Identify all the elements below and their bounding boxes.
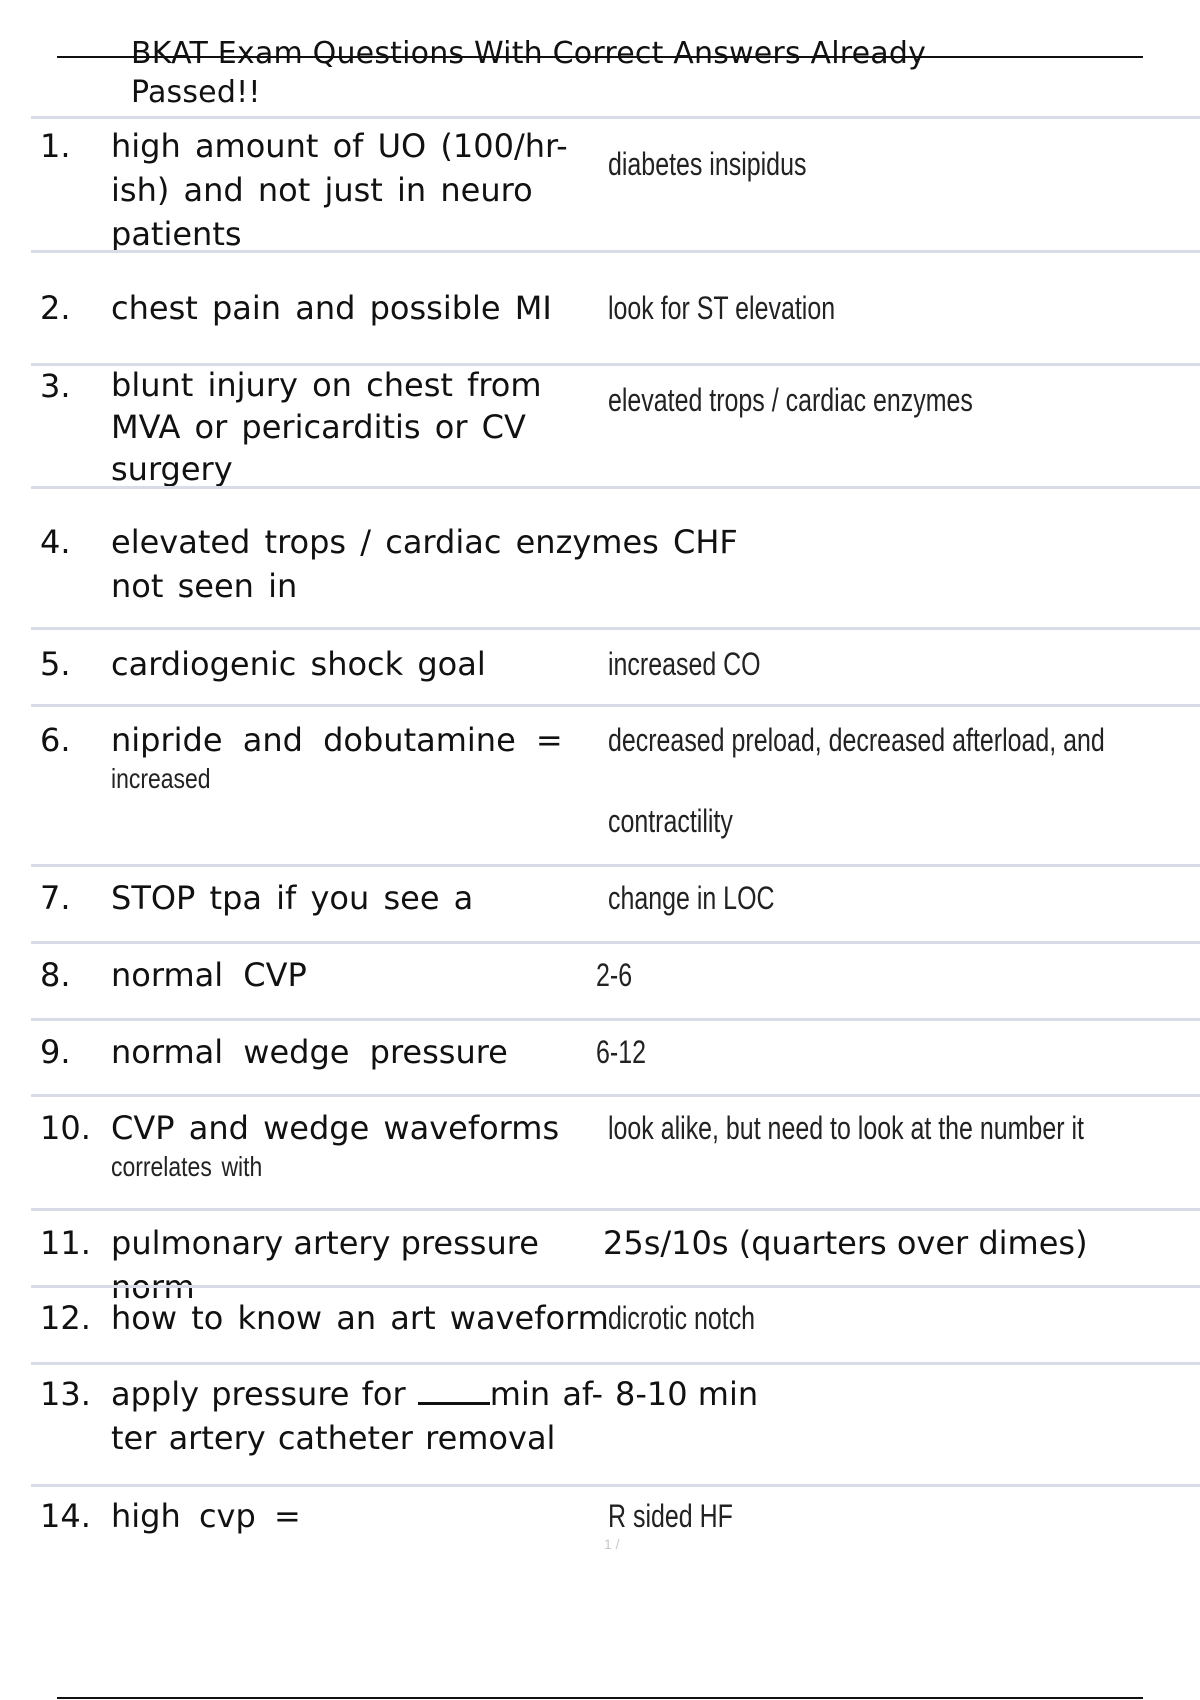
answer-text: CHF xyxy=(673,523,738,561)
question-text: high amount of UO (100/hr-ish) and not just in neuro patients xyxy=(111,127,568,253)
item-number: 14. xyxy=(40,1497,91,1535)
question-text: cardiogenic shock goal xyxy=(111,645,486,683)
row-separator xyxy=(31,704,1200,707)
item-number: 6. xyxy=(40,721,71,759)
item-number: 4. xyxy=(40,523,71,561)
item-number: 1. xyxy=(40,127,71,165)
answer-text: 2-6 xyxy=(596,957,633,993)
answer-text: 25s/10s (quarters over dimes) xyxy=(603,1224,1088,1262)
row-separator xyxy=(31,1018,1200,1021)
item-number: 10. xyxy=(40,1109,91,1147)
question-text: high cvp = xyxy=(111,1497,301,1535)
answer-text: increased CO xyxy=(608,646,761,682)
answer-text: R sided HF xyxy=(608,1498,733,1534)
question-line: nipride and dobutamine = xyxy=(111,721,563,759)
item-number: 9. xyxy=(40,1033,71,1071)
row-separator xyxy=(31,941,1200,944)
question-text xyxy=(111,718,591,796)
question-line: CVP and wedge waveforms xyxy=(111,1109,560,1147)
question-line xyxy=(111,1375,603,1413)
question-line-2: ter artery catheter removal xyxy=(111,1419,556,1457)
item-number: 7. xyxy=(40,879,71,917)
question-text xyxy=(111,1106,591,1184)
question-text: blunt injury on chest from MVA or pericarditis or CV surgery xyxy=(111,366,542,488)
item-number: 8. xyxy=(40,956,71,994)
answer-blank xyxy=(418,1378,490,1405)
row-separator xyxy=(31,486,1200,489)
question-text: how to know an art waveform xyxy=(111,1299,609,1337)
question-text: chest pain and possible MI xyxy=(111,289,552,327)
question-text: STOP tpa if you see a xyxy=(111,879,474,917)
answer-text: diabetes insipidus xyxy=(608,146,807,182)
question-continuation: correlates with xyxy=(111,1151,263,1182)
footer-rule xyxy=(57,1697,1143,1699)
question-text xyxy=(111,1372,611,1460)
item-number: 5. xyxy=(40,645,71,683)
item-number: 12. xyxy=(40,1299,91,1337)
document-title: BKAT Exam Questions With Correct Answers Already Passed!! xyxy=(131,36,927,110)
item-number: 13. xyxy=(40,1375,91,1413)
item-number: 11. xyxy=(40,1224,91,1262)
question-text: normal wedge pressure xyxy=(111,1033,508,1071)
question-text: normal CVP xyxy=(111,956,307,994)
question-text: elevated trops / cardiac enzymes not seen in xyxy=(111,523,659,605)
answer-text: dicrotic notch xyxy=(608,1300,756,1336)
answer-text: look for ST elevation xyxy=(608,290,836,326)
answer-text: change in LOC xyxy=(608,880,775,916)
question-continuation: increased xyxy=(111,763,211,794)
row-separator xyxy=(31,1208,1200,1211)
question-prefix: apply pressure for xyxy=(111,1375,406,1413)
row-separator xyxy=(31,864,1200,867)
row-separator xyxy=(31,250,1200,253)
question-suffix: min af- xyxy=(489,1375,603,1413)
page-number-mark: 1 / xyxy=(604,1536,620,1552)
answer-text: elevated trops / cardiac enzymes xyxy=(608,382,973,418)
item-number: 2. xyxy=(40,289,71,327)
answer-continuation: contractility xyxy=(608,803,733,839)
question-text: pulmonary artery pressure norm xyxy=(111,1224,539,1306)
answer-text: 8-10 min xyxy=(615,1375,759,1413)
answer-text: decreased preload, decreased afterload, and xyxy=(608,722,1105,758)
row-separator xyxy=(31,1285,1200,1288)
item-number: 3. xyxy=(40,367,71,405)
row-separator xyxy=(31,1094,1200,1097)
row-separator xyxy=(31,627,1200,630)
answer-text: 6-12 xyxy=(596,1034,646,1070)
answer-text: look alike, but need to look at the number it xyxy=(608,1110,1084,1146)
row-separator xyxy=(31,1484,1200,1487)
row-separator xyxy=(31,1362,1200,1365)
